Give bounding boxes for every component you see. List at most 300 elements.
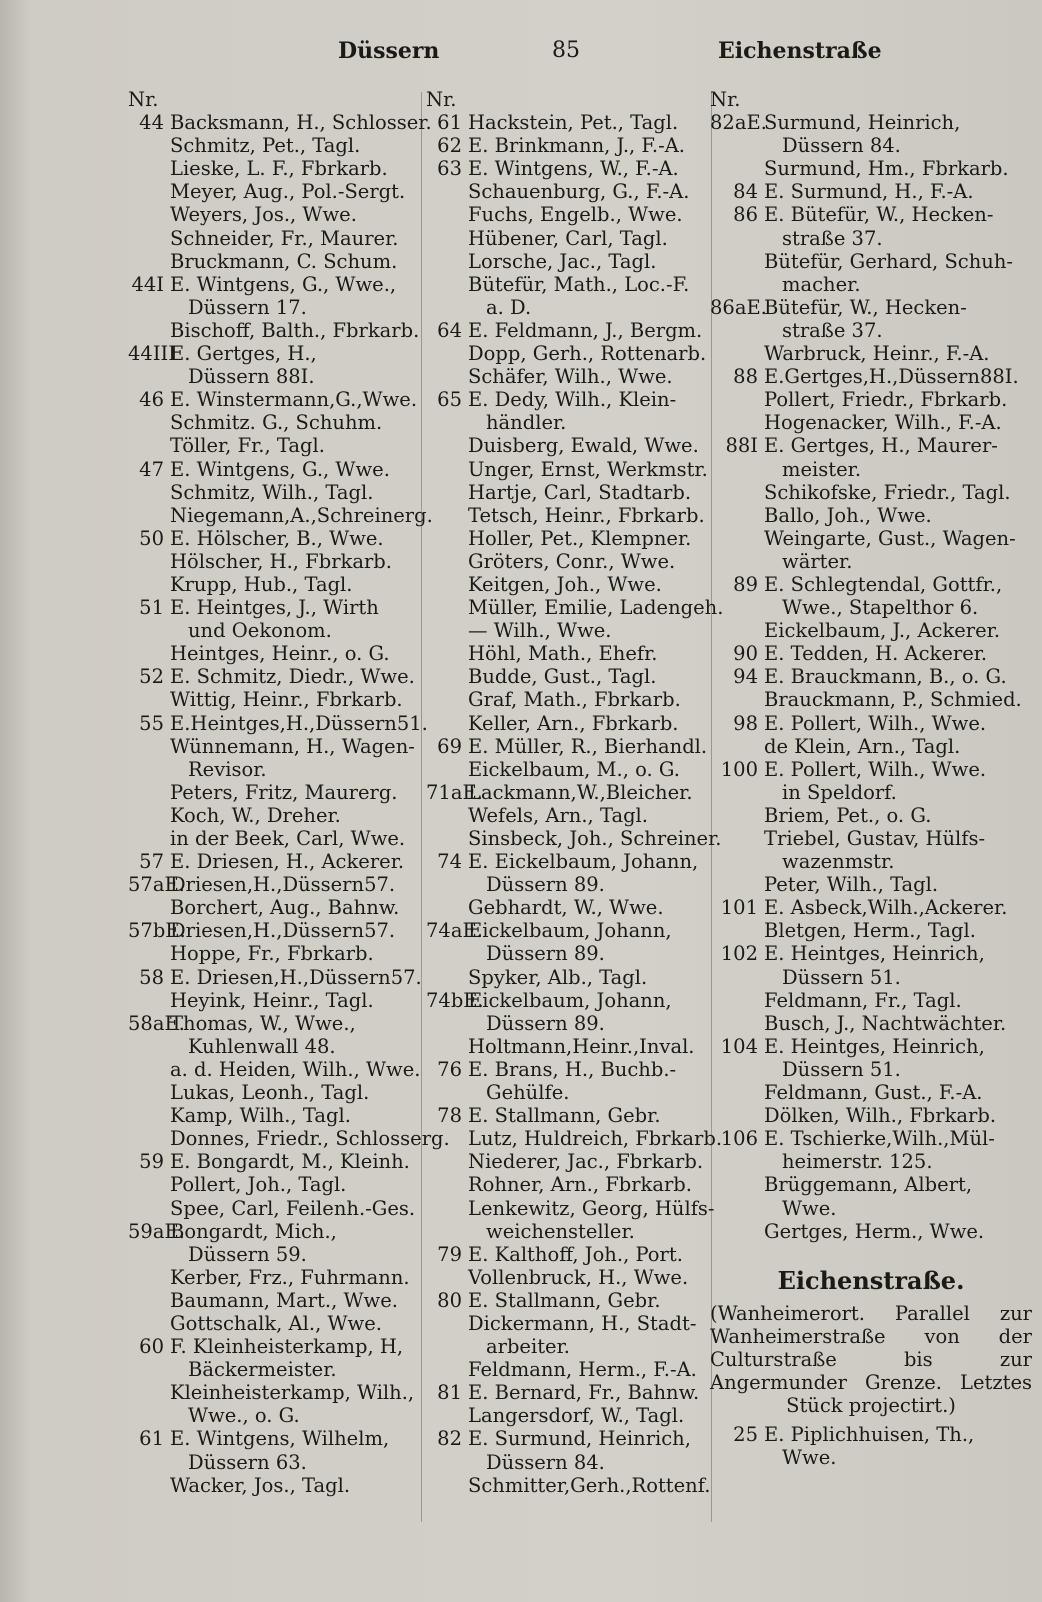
list-item bbox=[710, 527, 1032, 550]
house-number bbox=[128, 827, 170, 850]
resident-entry: heimerstr. 125. bbox=[782, 1150, 933, 1174]
house-number bbox=[710, 1058, 764, 1081]
resident-entry: Peters, Fritz, Maurerg. bbox=[170, 780, 398, 804]
list-item bbox=[710, 665, 1032, 688]
list-item bbox=[710, 134, 1032, 157]
house-number: 44I bbox=[131, 272, 164, 296]
list-item bbox=[128, 227, 428, 250]
resident-entry: Wwe. bbox=[782, 1196, 837, 1220]
list-item bbox=[426, 1451, 716, 1474]
resident-entry: Gertges, Herm., Wwe. bbox=[764, 1219, 985, 1243]
house-number bbox=[710, 134, 764, 157]
house-number: 58 bbox=[139, 965, 164, 989]
resident-entry: E. Schmitz, Diedr., Wwe. bbox=[170, 665, 415, 689]
house-number bbox=[426, 1474, 468, 1497]
resident-entry: Wwe., Stapelthor 6. bbox=[782, 596, 979, 620]
list-item bbox=[128, 1312, 428, 1335]
house-number bbox=[426, 180, 468, 203]
house-number bbox=[128, 365, 170, 388]
resident-entry: Eickelbaum, Johann, bbox=[468, 988, 672, 1012]
resident-entry: E. Wintgens, G., Wwe. bbox=[170, 457, 390, 481]
list-item bbox=[128, 527, 428, 550]
resident-entry: E. Schlegtendal, Gottfr., bbox=[764, 572, 1003, 596]
house-number bbox=[426, 1012, 468, 1035]
house-number bbox=[426, 342, 468, 365]
resident-entry: a. d. Heiden, Wilh., Wwe. bbox=[170, 1057, 421, 1081]
resident-entry: Schmitz. G., Schuhm. bbox=[170, 411, 383, 435]
resident-entry: Lorsche, Jac., Tagl. bbox=[468, 249, 657, 273]
list-item bbox=[128, 1104, 428, 1127]
header-right: Eichenstraße bbox=[718, 38, 882, 64]
list-item bbox=[710, 873, 1032, 896]
resident-entry: Höhl, Math., Ehefr. bbox=[468, 642, 658, 666]
list-item bbox=[710, 365, 1032, 388]
house-number bbox=[710, 804, 764, 827]
house-number bbox=[426, 1173, 468, 1196]
house-number: 64 bbox=[437, 318, 462, 342]
list-item bbox=[128, 1474, 428, 1497]
list-item bbox=[128, 365, 428, 388]
list-item bbox=[426, 573, 716, 596]
resident-entry: E. Wintgens, G., Wwe., bbox=[170, 272, 397, 296]
house-number bbox=[128, 1058, 170, 1081]
house-number bbox=[128, 481, 170, 504]
list-item bbox=[710, 1127, 1032, 1150]
list-item bbox=[426, 1012, 716, 1035]
resident-entry: Langersdorf, W., Tagl. bbox=[468, 1404, 685, 1428]
resident-entry: wazenmstr. bbox=[782, 850, 895, 874]
house-number bbox=[128, 434, 170, 457]
resident-entry: Düssern 89. bbox=[486, 1011, 605, 1035]
list-item bbox=[128, 1335, 428, 1358]
list-item bbox=[710, 1197, 1032, 1220]
resident-entry: Heyink, Heinr., Tagl. bbox=[170, 988, 374, 1012]
list-item bbox=[128, 1381, 428, 1404]
list-item bbox=[426, 1150, 716, 1173]
resident-entry: Busch, J., Nachtwächter. bbox=[764, 1011, 1007, 1035]
house-number bbox=[710, 827, 764, 850]
list-item bbox=[128, 966, 428, 989]
house-number bbox=[710, 966, 764, 989]
resident-entry: Briem, Pet., o. G. bbox=[764, 803, 932, 827]
house-number bbox=[128, 1104, 170, 1127]
house-number bbox=[128, 1127, 170, 1150]
house-number bbox=[710, 411, 764, 434]
house-number bbox=[128, 1381, 170, 1404]
resident-entry: Düssern 84. bbox=[782, 134, 901, 158]
resident-entry: Heintges, Heinr., o. G. bbox=[170, 642, 390, 666]
house-number: 57bE. bbox=[128, 919, 186, 943]
resident-entry: E. Heintges, J., Wirth bbox=[170, 596, 379, 620]
resident-entry: Pollert, Friedr., Fbrkarb. bbox=[764, 388, 1008, 412]
list-item bbox=[128, 481, 428, 504]
house-number: 69 bbox=[437, 734, 462, 758]
list-item bbox=[710, 504, 1032, 527]
list-item bbox=[426, 388, 716, 411]
list-item bbox=[128, 134, 428, 157]
resident-entry: Pollert, Joh., Tagl. bbox=[170, 1173, 347, 1197]
list-item bbox=[426, 1381, 716, 1404]
house-number: 50 bbox=[139, 526, 164, 550]
house-number bbox=[128, 642, 170, 665]
resident-entry: Hübener, Carl, Tagl. bbox=[468, 226, 668, 250]
house-number bbox=[128, 1404, 170, 1427]
house-number: 84 bbox=[733, 180, 758, 204]
list-item bbox=[128, 804, 428, 827]
resident-entry: Bütefür, Math., Loc.-F. bbox=[468, 272, 690, 296]
list-item bbox=[128, 735, 428, 758]
resident-entry: Bütefür, Gerhard, Schuh- bbox=[764, 249, 1013, 273]
house-number bbox=[426, 665, 468, 688]
list-item bbox=[710, 919, 1032, 942]
house-number bbox=[128, 1358, 170, 1381]
list-item bbox=[128, 180, 428, 203]
house-number bbox=[128, 504, 170, 527]
house-number bbox=[426, 1150, 468, 1173]
resident-entry: Kerber, Frz., Fuhrmann. bbox=[170, 1265, 410, 1289]
house-number bbox=[710, 781, 764, 804]
house-number bbox=[710, 850, 764, 873]
house-number bbox=[710, 873, 764, 896]
resident-entry: Wwe. bbox=[782, 1446, 837, 1470]
resident-entry: Brüggemann, Albert, bbox=[764, 1173, 973, 1197]
resident-entry: Schmitz, Pet., Tagl. bbox=[170, 134, 361, 158]
resident-entry: E. Bütefür, W., Hecken- bbox=[764, 203, 994, 227]
list-item bbox=[426, 688, 716, 711]
house-number bbox=[128, 1173, 170, 1196]
house-number: 90 bbox=[733, 642, 758, 666]
resident-entry: Düssern 51. bbox=[782, 965, 901, 989]
list-item bbox=[128, 88, 428, 111]
house-number bbox=[710, 504, 764, 527]
list-item bbox=[128, 1150, 428, 1173]
house-number: 60 bbox=[139, 1335, 164, 1359]
house-number: 101 bbox=[720, 896, 758, 920]
house-number: 74 bbox=[437, 850, 462, 874]
house-number bbox=[710, 550, 764, 573]
list-item bbox=[426, 1104, 716, 1127]
list-item bbox=[710, 942, 1032, 965]
list-item bbox=[710, 642, 1032, 665]
resident-entry: Bäckermeister. bbox=[188, 1358, 337, 1382]
resident-entry: Feldmann, Fr., Tagl. bbox=[764, 988, 962, 1012]
house-number bbox=[426, 1220, 468, 1243]
list-item bbox=[426, 250, 716, 273]
list-item bbox=[426, 804, 716, 827]
list-item bbox=[426, 1266, 716, 1289]
resident-entry: Schmitz, Wilh., Tagl. bbox=[170, 480, 374, 504]
resident-entry: E. Gertges, H., Maurer- bbox=[764, 434, 998, 458]
resident-entry: Meyer, Aug., Pol.-Sergt. bbox=[170, 180, 406, 204]
house-number bbox=[426, 1404, 468, 1427]
house-number bbox=[710, 688, 764, 711]
house-number bbox=[426, 550, 468, 573]
resident-entry: Holtmann,Heinr.,Inval. bbox=[468, 1034, 695, 1058]
list-item bbox=[128, 873, 428, 896]
list-item bbox=[710, 827, 1032, 850]
list-item bbox=[426, 735, 716, 758]
resident-entry: E. Hölscher, B., Wwe. bbox=[170, 526, 384, 550]
resident-entry: E. Brans, H., Buchb.- bbox=[468, 1057, 677, 1081]
house-number bbox=[710, 342, 764, 365]
resident-entry: E. Surmund, Heinrich, bbox=[468, 1427, 691, 1451]
house-number: 55 bbox=[139, 711, 164, 735]
house-number bbox=[128, 989, 170, 1012]
resident-entry: Töller, Fr., Tagl. bbox=[170, 434, 325, 458]
list-item bbox=[426, 966, 716, 989]
list-item bbox=[128, 827, 428, 850]
house-number bbox=[710, 250, 764, 273]
house-number bbox=[426, 227, 468, 250]
resident-entry: Dopp, Gerh., Rottenarb. bbox=[468, 342, 707, 366]
list-item bbox=[128, 1451, 428, 1474]
resident-entry: in Speldorf. bbox=[782, 780, 897, 804]
list-item bbox=[426, 319, 716, 342]
list-item bbox=[710, 1423, 1032, 1446]
house-number bbox=[426, 1335, 468, 1358]
house-number bbox=[426, 434, 468, 457]
house-number: 65 bbox=[437, 388, 462, 412]
house-number bbox=[710, 388, 764, 411]
resident-entry: E. Pollert, Wilh., Wwe. bbox=[764, 711, 987, 735]
list-item bbox=[710, 250, 1032, 273]
list-item bbox=[426, 1427, 716, 1450]
header-left: Düssern bbox=[338, 38, 440, 64]
list-item bbox=[710, 1220, 1032, 1243]
resident-entry: E. Heintges, Heinrich, bbox=[764, 942, 985, 966]
house-number bbox=[710, 735, 764, 758]
list-item bbox=[426, 1243, 716, 1266]
resident-entry: E. Tschierke,Wilh.,Mül- bbox=[764, 1127, 995, 1151]
resident-entry: Feldmann, Gust., F.-A. bbox=[764, 1081, 983, 1105]
list-item bbox=[426, 850, 716, 873]
resident-entry: Bütefür, W., Hecken- bbox=[764, 295, 967, 319]
house-number bbox=[426, 642, 468, 665]
house-number: 63 bbox=[437, 157, 462, 181]
list-item bbox=[710, 596, 1032, 619]
resident-entry: Bruckmann, C. Schum. bbox=[170, 249, 398, 273]
list-item bbox=[128, 596, 428, 619]
list-item bbox=[426, 111, 716, 134]
resident-entry: Koch, W., Dreher. bbox=[170, 803, 341, 827]
list-item bbox=[128, 688, 428, 711]
house-number bbox=[710, 1012, 764, 1035]
resident-entry: Müller, Emilie, Ladengeh. bbox=[468, 596, 724, 620]
column-3 bbox=[710, 88, 1032, 1469]
resident-entry: Kleinheisterkamp, Wilh., bbox=[170, 1381, 415, 1405]
house-number bbox=[426, 1266, 468, 1289]
resident-entry: Bletgen, Herm., Tagl. bbox=[764, 919, 976, 943]
list-item bbox=[128, 411, 428, 434]
list-item bbox=[426, 1335, 716, 1358]
house-number: 44III bbox=[128, 342, 176, 366]
house-number bbox=[128, 1243, 170, 1266]
list-item bbox=[128, 1081, 428, 1104]
list-item bbox=[710, 88, 1032, 111]
list-item bbox=[426, 1081, 716, 1104]
resident-entry: E. Müller, R., Bierhandl. bbox=[468, 734, 708, 758]
list-item bbox=[128, 1058, 428, 1081]
house-number bbox=[128, 1451, 170, 1474]
list-item bbox=[426, 296, 716, 319]
column-2 bbox=[426, 88, 724, 1497]
house-number: 88 bbox=[733, 365, 758, 389]
resident-entry: E. Tedden, H. Ackerer. bbox=[764, 642, 988, 666]
list-item bbox=[426, 1358, 716, 1381]
list-item bbox=[128, 296, 428, 319]
list-item bbox=[710, 227, 1032, 250]
resident-entry: Niederer, Jac., Fbrkarb. bbox=[468, 1150, 704, 1174]
resident-entry: — Wilh., Wwe. bbox=[468, 619, 612, 643]
resident-entry: de Klein, Arn., Tagl. bbox=[764, 734, 961, 758]
house-number: 106 bbox=[720, 1127, 758, 1151]
house-number: 78 bbox=[437, 1104, 462, 1128]
house-number: 79 bbox=[437, 1242, 462, 1266]
resident-entry: Driesen,H.,Düssern57. bbox=[170, 873, 396, 897]
house-number bbox=[426, 296, 468, 319]
list-item bbox=[710, 804, 1032, 827]
resident-entry: Budde, Gust., Tagl. bbox=[468, 665, 657, 689]
list-item bbox=[710, 1058, 1032, 1081]
list-item bbox=[710, 1081, 1032, 1104]
resident-entry: Wwe., o. G. bbox=[188, 1404, 300, 1428]
house-number bbox=[710, 989, 764, 1012]
house-number bbox=[128, 1289, 170, 1312]
resident-entry: Tetsch, Heinr., Fbrkarb. bbox=[468, 503, 705, 527]
resident-entry: Spee, Carl, Feilenh.-Ges. bbox=[170, 1196, 416, 1220]
list-item bbox=[710, 203, 1032, 226]
house-number bbox=[128, 1474, 170, 1497]
resident-entry: E. Dedy, Wilh., Klein- bbox=[468, 388, 677, 412]
section-title: Eichenstraße. bbox=[777, 1265, 965, 1295]
house-number bbox=[426, 942, 468, 965]
resident-entry: Unger, Ernst, Werkmstr. bbox=[468, 457, 708, 481]
house-number: 61 bbox=[437, 111, 462, 135]
resident-entry: Wittig, Heinr., Fbrkarb. bbox=[170, 688, 403, 712]
resident-entry: Hoppe, Fr., Fbrkarb. bbox=[170, 942, 374, 966]
house-number bbox=[426, 596, 468, 619]
list-item bbox=[710, 712, 1032, 735]
list-item bbox=[426, 989, 716, 1012]
list-item bbox=[128, 712, 428, 735]
list-item bbox=[426, 1289, 716, 1312]
list-item bbox=[710, 781, 1032, 804]
list-item bbox=[426, 411, 716, 434]
house-number bbox=[426, 1035, 468, 1058]
house-number bbox=[426, 1312, 468, 1335]
list-item bbox=[710, 619, 1032, 642]
list-item bbox=[426, 504, 716, 527]
house-number: 81 bbox=[437, 1381, 462, 1405]
resident-entry: Düssern 89. bbox=[486, 873, 605, 897]
list-item bbox=[128, 989, 428, 1012]
resident-entry: händler. bbox=[486, 411, 567, 435]
house-number: 89 bbox=[733, 572, 758, 596]
house-number bbox=[710, 1197, 764, 1220]
resident-entry: Wünnemann, H., Wagen- bbox=[170, 734, 415, 758]
house-number bbox=[426, 619, 468, 642]
list-item bbox=[128, 1404, 428, 1427]
house-number bbox=[426, 573, 468, 596]
resident-entry: E. Stallmann, Gebr. bbox=[468, 1288, 661, 1312]
resident-entry: Warbruck, Heinr., F.-A. bbox=[764, 342, 990, 366]
house-number bbox=[426, 688, 468, 711]
list-item bbox=[128, 1289, 428, 1312]
house-number bbox=[128, 942, 170, 965]
house-number bbox=[128, 781, 170, 804]
list-item bbox=[128, 111, 432, 135]
list-item bbox=[128, 1243, 428, 1266]
resident-entry: Kuhlenwall 48. bbox=[188, 1034, 336, 1058]
resident-entry: Düssern 59. bbox=[188, 1242, 307, 1266]
list-item bbox=[426, 481, 716, 504]
house-number bbox=[710, 157, 764, 180]
resident-entry: Gebhardt, W., Wwe. bbox=[468, 896, 664, 920]
resident-entry: Rohner, Arn., Fbrkarb. bbox=[468, 1173, 692, 1197]
resident-entry: Keitgen, Joh., Wwe. bbox=[468, 572, 662, 596]
list-item bbox=[128, 850, 428, 873]
house-number: 47 bbox=[139, 457, 164, 481]
list-item bbox=[128, 781, 428, 804]
resident-entry: E. Wintgens, Wilhelm, bbox=[170, 1427, 390, 1451]
house-number bbox=[128, 157, 170, 180]
resident-entry: in der Beek, Carl, Wwe. bbox=[170, 827, 406, 850]
resident-entry: Hölscher, H., Fbrkarb. bbox=[170, 549, 392, 573]
list-item bbox=[426, 203, 716, 226]
house-number bbox=[128, 296, 170, 319]
resident-entry: E. Driesen,H.,Düssern57. bbox=[170, 965, 422, 989]
resident-entry: Weyers, Jos., Wwe. bbox=[170, 203, 357, 227]
list-item bbox=[128, 273, 428, 296]
house-number bbox=[426, 1197, 468, 1220]
house-number: Nr. bbox=[710, 88, 741, 111]
house-number: 88I bbox=[725, 434, 758, 458]
resident-entry: Weingarte, Gust., Wagen- bbox=[764, 526, 1016, 550]
list-item bbox=[426, 157, 716, 180]
house-number bbox=[426, 411, 468, 434]
list-item bbox=[426, 1220, 716, 1243]
list-item bbox=[128, 896, 428, 919]
section-description: (Wanheimerort. Parallel zur Wanheimerstraße von der Culturstraße bis zur Angermunder Grenze. Letztes Stück projectirt.) bbox=[710, 1301, 1032, 1418]
resident-entry: Düssern 63. bbox=[188, 1450, 307, 1474]
list-item bbox=[710, 896, 1032, 919]
list-item bbox=[710, 966, 1032, 989]
list-item bbox=[128, 388, 428, 411]
house-number bbox=[128, 573, 170, 596]
resident-entry: E. Bernard, Fr., Bahnw. bbox=[468, 1381, 700, 1405]
list-item bbox=[128, 1197, 428, 1220]
list-item bbox=[128, 319, 428, 342]
resident-entry: Schikofske, Friedr., Tagl. bbox=[764, 480, 1011, 504]
resident-entry: E. Driesen, H., Ackerer. bbox=[170, 850, 405, 874]
resident-entry: Triebel, Gustav, Hülfs- bbox=[764, 827, 986, 850]
list-item bbox=[128, 1173, 428, 1196]
house-number bbox=[128, 735, 170, 758]
list-item bbox=[710, 180, 1032, 203]
resident-entry: E. Kalthoff, Joh., Port. bbox=[468, 1242, 683, 1266]
resident-entry: Hogenacker, Wilh., F.-A. bbox=[764, 411, 1002, 435]
resident-entry: Bongardt, Mich., bbox=[170, 1219, 337, 1243]
list-item bbox=[710, 1446, 1032, 1469]
house-number: 100 bbox=[720, 757, 758, 781]
house-number bbox=[128, 250, 170, 273]
list-item bbox=[128, 157, 428, 180]
house-number bbox=[710, 319, 764, 342]
house-number bbox=[128, 319, 170, 342]
resident-entry: straße 37. bbox=[782, 318, 883, 342]
resident-entry: E. Heintges, Heinrich, bbox=[764, 1034, 985, 1058]
house-number bbox=[426, 896, 468, 919]
